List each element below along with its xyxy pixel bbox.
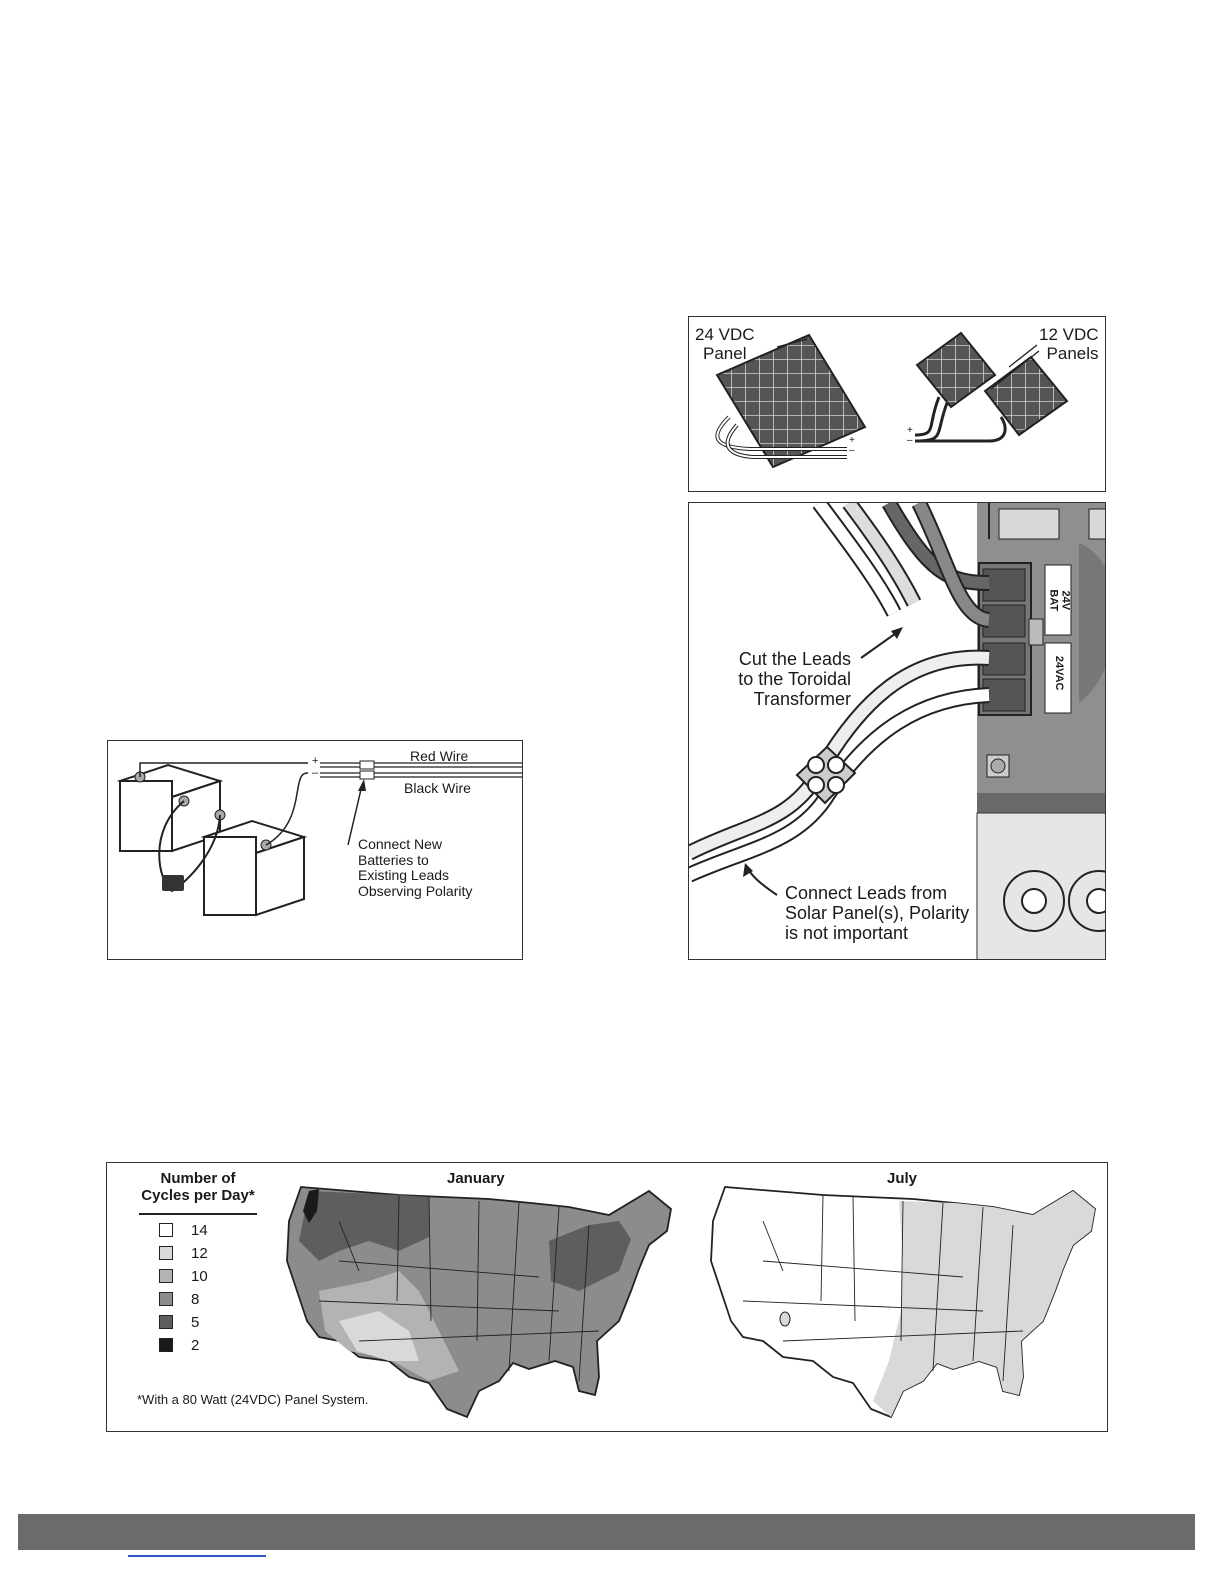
legend-item (159, 1334, 199, 1356)
legend-value: 2 (191, 1336, 200, 1354)
solar-panel-figure (688, 316, 1106, 492)
bat-connector-label: 24V BAT (1047, 589, 1072, 612)
legend-item (159, 1219, 208, 1241)
cut-leads-callout: Cut the Leads to the Toroidal Transformer (738, 649, 851, 710)
legend-item (159, 1288, 199, 1310)
red-wire-label: Red Wire (410, 748, 469, 764)
january-map-title: January (447, 1170, 505, 1187)
legend-value: 12 (191, 1244, 208, 1262)
board-wiring-figure (688, 502, 1106, 960)
legend-title-underline (139, 1213, 257, 1215)
connect-leads-callout: Connect Leads from Solar Panel(s), Polarity is not important (785, 883, 970, 944)
january-map (279, 1181, 679, 1421)
footer-link-underline[interactable] (128, 1555, 266, 1557)
legend-value: 5 (191, 1313, 200, 1331)
legend-swatch (159, 1269, 173, 1283)
legend-swatch (159, 1315, 173, 1329)
legend-swatch (159, 1338, 173, 1352)
black-wire-label: Black Wire (404, 780, 471, 796)
24vdc-panel-label: 24 VDC Panel (695, 325, 755, 364)
ac-connector-label: 24VAC (1053, 655, 1066, 691)
legend (159, 1219, 249, 1359)
legend-value: 8 (191, 1290, 200, 1308)
solar-cycles-map-figure (106, 1162, 1108, 1432)
legend-swatch (159, 1246, 173, 1260)
legend-value: 14 (191, 1221, 208, 1239)
legend-item (159, 1311, 199, 1333)
map-footnote: *With a 80 Watt (24VDC) Panel System. (137, 1392, 369, 1407)
batteries-callout: Connect New Batteries to Existing Leads Observing Polarity (358, 836, 473, 900)
panels-minus-mark: – (907, 435, 913, 446)
panel-minus-mark: – (849, 445, 855, 456)
legend-item (159, 1265, 208, 1287)
legend-title: Number of Cycles per Day* (141, 1170, 255, 1204)
legend-swatch (159, 1292, 173, 1306)
legend-value: 10 (191, 1267, 208, 1285)
legend-swatch (159, 1223, 173, 1237)
panels-plus-mark: + (907, 425, 913, 436)
legend-item (159, 1242, 208, 1264)
panel-plus-mark: + (849, 435, 855, 446)
battery-plus-mark: + (312, 755, 319, 767)
battery-wiring-figure (107, 740, 523, 960)
battery-minus-mark: – (312, 767, 319, 779)
footer-bar (18, 1514, 1195, 1550)
12vdc-panels-label: 12 VDC Panels (1039, 325, 1099, 364)
july-map (703, 1181, 1103, 1421)
july-map-title: July (887, 1170, 918, 1187)
